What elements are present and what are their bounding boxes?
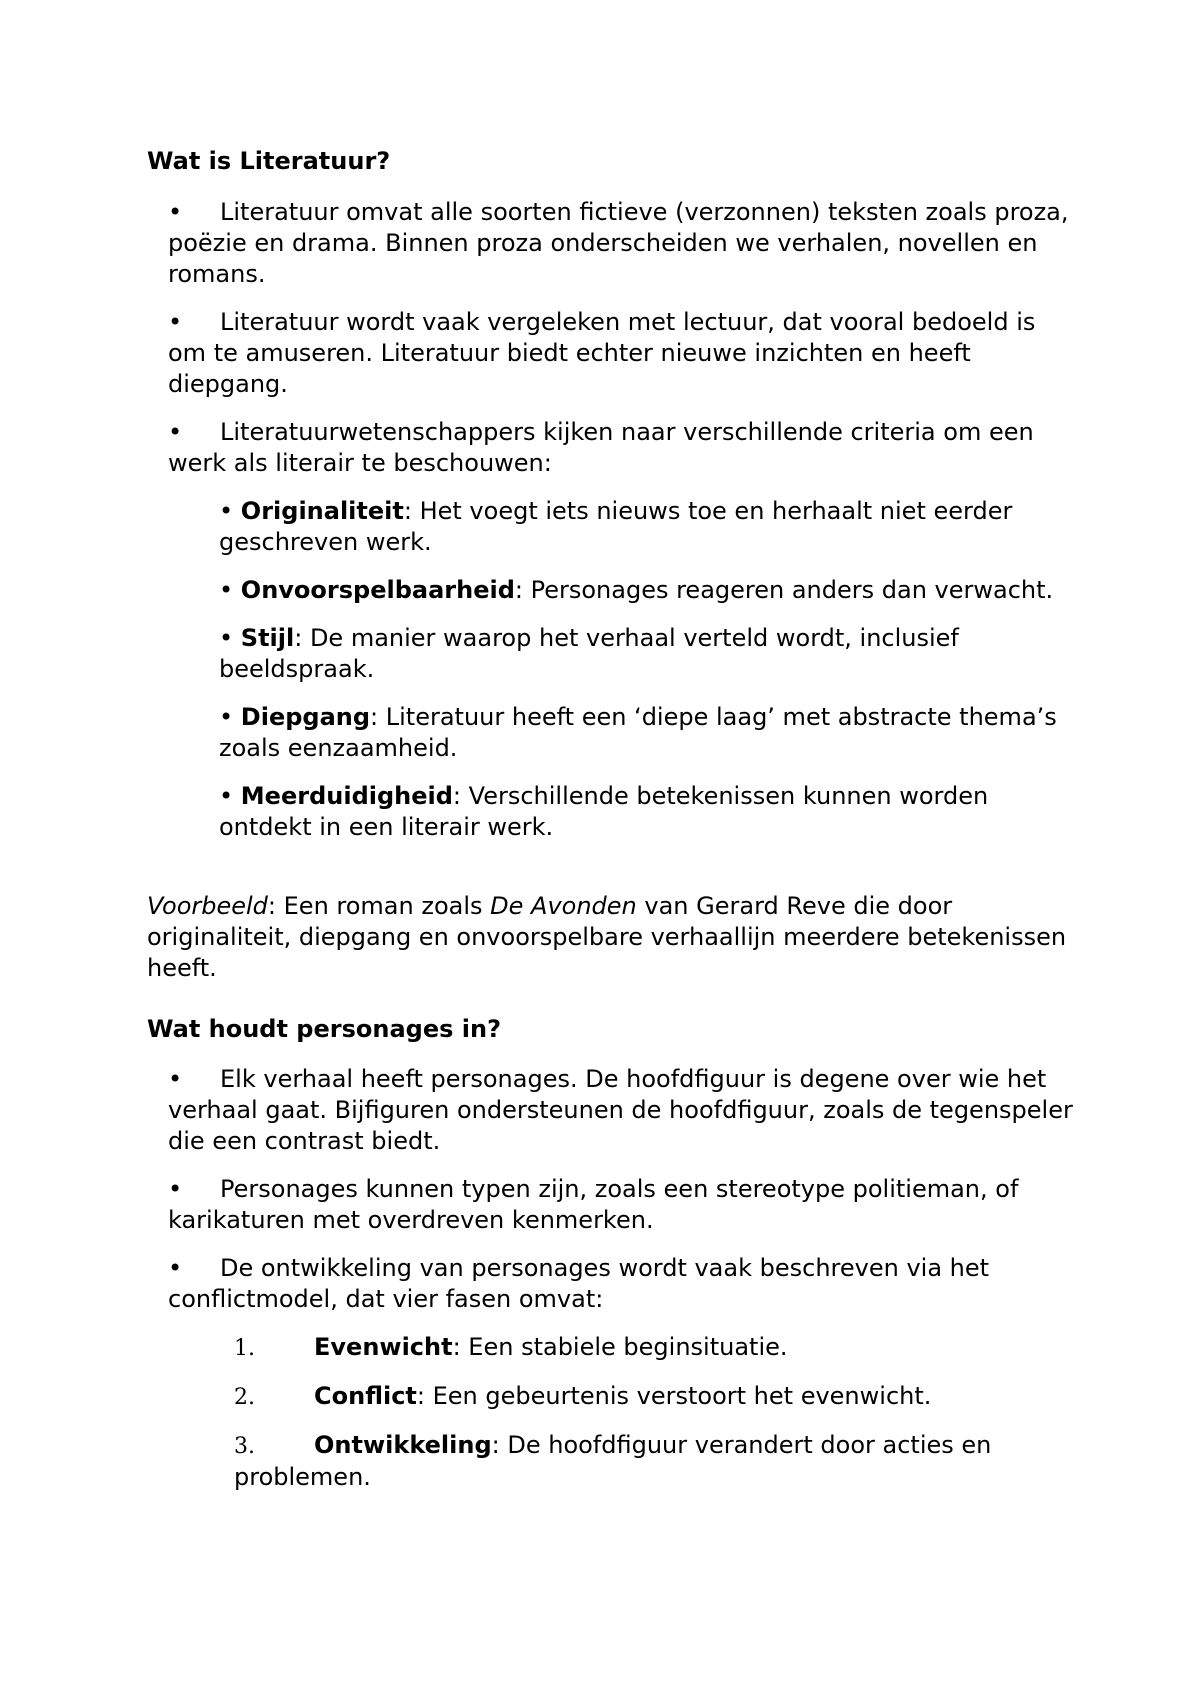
phase-term: Conflict [314,1382,417,1410]
phase-number: 2. [234,1385,255,1410]
bullet-icon: • [168,418,183,446]
list-item: • Literatuurwetenschappers kijken naar verschillende criteria om een werk als literair te beschouwen: • Originaliteit: Het voegt iets nieuws toe en herhaalt niet eerder geschreven werk. • Onvoorspelbaarheid: Personages reageren anders dan verwacht. • Stijl: De manier waarop het verhaal verteld wordt, inclusief beeldspraak. • Diepgang: Literatuur heeft een ‘diepe laag’ met abstracte thema’s zoals eenzaamheid. • Meerduidigheid: Verschillende betekenissen kunnen worden ontdekt in een literair werk. [168,417,1077,843]
personages-bullet-list [147,1064,1077,1493]
bullet-icon: • [168,198,183,226]
bullet-icon: • [168,1065,183,1093]
example-label: Voorbeeld [147,892,268,920]
criterion-item: • Onvoorspelbaarheid: Personages reageren anders dan verwacht. [219,576,1054,604]
bullet-icon: • [168,1175,183,1203]
criteria-list [168,496,1077,843]
phase-number: 1. [234,1336,255,1361]
book-title: De Avonden [490,892,637,920]
criterion-term: Onvoorspelbaarheid [240,576,515,604]
list-item: • De ontwikkeling van personages wordt vaak beschreven via het conflictmodel, dat vier fasen omvat: 1. Evenwicht: Een stabiele beginsituatie. 2. Conflict: Een gebeurtenis verstoort het evenwicht. 3. Ontwikkeling: De hoofdfiguur verandert door acties en problemen. [168,1253,1077,1493]
example-paragraph: Voorbeeld: Een roman zoals De Avonden van Gerard Reve die door originaliteit, diepgang en onvoorspelbare verhaallijn meerdere betekenissen heeft. [147,892,1067,982]
criterion-term: Stijl [240,624,295,652]
bullet-icon: • [219,703,234,731]
list-item: • Literatuur wordt vaak vergeleken met lectuur, dat vooral bedoeld is om te amuseren. Literatuur biedt echter nieuwe inzichten en heeft diepgang. [168,308,1036,398]
phase-number: 3. [234,1434,255,1459]
bullet-icon: • [219,576,234,604]
list-item: • Literatuur omvat alle soorten fictieve (verzonnen) teksten zoals proza, poëzie en drama. Binnen proza onderscheiden we verhalen, novellen en romans. [168,198,1069,288]
phase-term: Evenwicht [314,1333,453,1361]
list-item: • Elk verhaal heeft personages. De hoofdfiguur is degene over wie het verhaal gaat. Bijfiguren ondersteunen de hoofdfiguur, zoals de tegenspeler die een contrast biedt. [168,1065,1073,1155]
section-heading-literatuur: Wat is Literatuur? [147,147,391,175]
criterion-term: Originaliteit [240,497,404,525]
bullet-icon: • [219,497,234,525]
bullet-icon: • [168,1254,183,1282]
section-heading-personages: Wat houdt personages in? [147,1015,501,1043]
phase-item: 3. Ontwikkeling: De hoofdfiguur verandert door acties en problemen. [234,1431,992,1491]
phase-item: 1. Evenwicht: Een stabiele beginsituatie. [234,1332,1077,1364]
conflict-model-phases [168,1332,1077,1493]
criterion-term: Diepgang [240,703,371,731]
document-content [147,146,1077,1510]
criterion-item: • Stijl: De manier waarop het verhaal verteld wordt, inclusief beeldspraak. [219,624,959,683]
bullet-icon: • [219,782,234,810]
criterion-item: • Diepgang: Literatuur heeft een ‘diepe laag’ met abstracte thema’s zoals eenzaamheid. [219,703,1057,762]
literatuur-bullet-list [147,197,1077,843]
criterion-item: • Meerduidigheid: Verschillende betekenissen kunnen worden ontdekt in een literair werk. [219,782,989,841]
bullet-icon: • [219,624,234,652]
list-item: • Personages kunnen typen zijn, zoals een stereotype politieman, of karikaturen met overdreven kenmerken. [168,1175,1019,1234]
criterion-term: Meerduidigheid [240,782,453,810]
phase-term: Ontwikkeling [314,1431,492,1459]
bullet-icon: • [168,308,183,336]
phase-item: 2. Conflict: Een gebeurtenis verstoort het evenwicht. [234,1381,1077,1413]
criterion-item: • Originaliteit: Het voegt iets nieuws toe en herhaalt niet eerder geschreven werk. [219,497,1013,556]
